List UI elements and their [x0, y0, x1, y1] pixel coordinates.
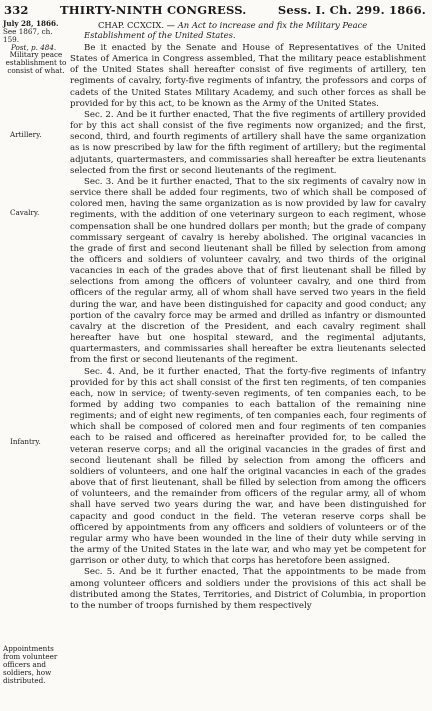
margin-note-infantry: Infantry. [10, 437, 41, 446]
margin-date: July 28, 1866. [3, 19, 59, 28]
document-body [70, 20, 426, 612]
chapter-title: — An Act to increase and fix the Military Peace Establishment of the United States. [84, 20, 368, 40]
margin-note-date [3, 20, 69, 52]
margin-military-line: establishment to [5, 58, 67, 67]
page-number: 332 [4, 3, 29, 17]
margin-note-artillery: Artillery. [10, 130, 42, 139]
margin-note-cavalry: Cavalry. [10, 208, 40, 217]
margin-post: Post, p. 484. [11, 43, 57, 52]
chapter-number: CHAP. CCXCIX. [98, 20, 164, 30]
margin-appointments-line: Appointments [3, 644, 54, 653]
margin-note-appointments [3, 645, 69, 685]
margin-appointments-line: distributed. [3, 676, 46, 685]
section-3: Sec. 3. And be it further enacted, That to the six regiments of cavalry now in service there shall be added four regiments, two of which shall be composed of colored men, having the same organization as is now provided by law for cavalry regiments, with the addition of one veterinary surgeon to each regiment, whose compensation shall be one hundred dollars per month; but the grade of company commissary sergeant of cavalry is hereby abolished. The original vacancies in the grade of first and second lieutenant shall be filled by selection from among the officers and soldiers of volunteer cavalry, and two thirds of the original vacancies in each of the grades above that of first lieutenant shall be filled by selections from among the officers of volunteer cavalry, and one third from officers of the regular army, all of whom shall have served two years in the field during the war, and have been distinguished for capacity and good conduct; any portion of the cavalry force may be armed and drilled as infantry or dismounted cavalry at the discretion of the President, and each cavalry regiment shall hereafter have but one hospital steward, and the regimental adjutants, quartermasters, and commissaries shall hereafter be extra lieutenants selected from the first or second lieutenants of the regiment. [70, 176, 426, 366]
margin-appointments-line: from volunteer [3, 652, 58, 661]
margin-military-line: Military peace [9, 50, 63, 59]
margin-see-also: See 1867, ch. 159. [3, 27, 53, 44]
enacting-clause: Be it enacted by the Senate and House of Representatives of the United States of America in Congress assembled, That the military peace establishment of the United States shall hereafter consist of five regiments of artillery, ten regiments of cavalry, forty-five regiments of infantry, the professors and corps of cadets of the United States Military Academy, and such other forces as shall be provided for by this act, to be known as the Army of the United States. [70, 43, 426, 109]
margin-appointments-line: officers and [3, 660, 46, 669]
section-5: Sec. 5. And be it further enacted, That the appointments to be made from among volunteer officers and soldiers under the provisions of this act shall be distributed among the States, Territories, and District of Columbia, in proportion to the number of troops furnished by them respectively [70, 567, 426, 611]
chapter-heading [70, 20, 426, 40]
margin-note-military [3, 51, 69, 75]
session-chapter: Sess. I. Ch. 299. 1866. [277, 3, 426, 17]
margin-appointments-line: soldiers, how [3, 668, 52, 677]
section-4: Sec. 4. And, be it further enacted, That the forty-five regiments of infantry provided for by this act shall consist of the first ten regiments, of ten companies each, now in service; of twenty-seven regiments, of ten companies each, to be formed by adding two companies to each battalion of the remaining nine regiments; and of eight new regiments, of ten companies each, four regiments of which shall be composed of colored men and four regiments of ten companies each to be raised and officered as hereinafter provided for, to be called the veteran reserve corps; and all the original vacancies in the grades of first and second lieutenant shall be filled by selection from among the officers and soldiers of volunteers, and one half the original vacancies in each of the grades above that of first lieutenant, shall be filled by selection from among the officers of volunteers, and the remainder from officers of the regular army, all of whom shall have served two years during the war, and have been distinguished for capacity and good conduct in the field. The veteran reserve corps shall be officered by appointments from any officers and soldiers of volunteers or of the regular army who have been wounded in the line of their duty while serving in the army of the United States in the late war, and who may yet be competent for garrison or other duty, to which that corps has heretofore been assigned. [70, 366, 426, 567]
margin-military-line: consist of what. [7, 66, 65, 75]
section-2: Sec. 2. And be it further enacted, That the five regiments of artillery provided for by this act shall consist of the five regiments now organized; and the first, second, third, and fourth regiments of artillery shall have the same organization as is now prescribed by law for the fifth regiment of artillery; but the regimental adjutants, quartermasters, and commissaries shall hereafter be extra lieutenants selected from the first or second lieutenants of the regiment. [70, 109, 426, 176]
running-title: THIRTY-NINTH CONGRESS. [59, 3, 247, 17]
page-header [4, 3, 426, 17]
